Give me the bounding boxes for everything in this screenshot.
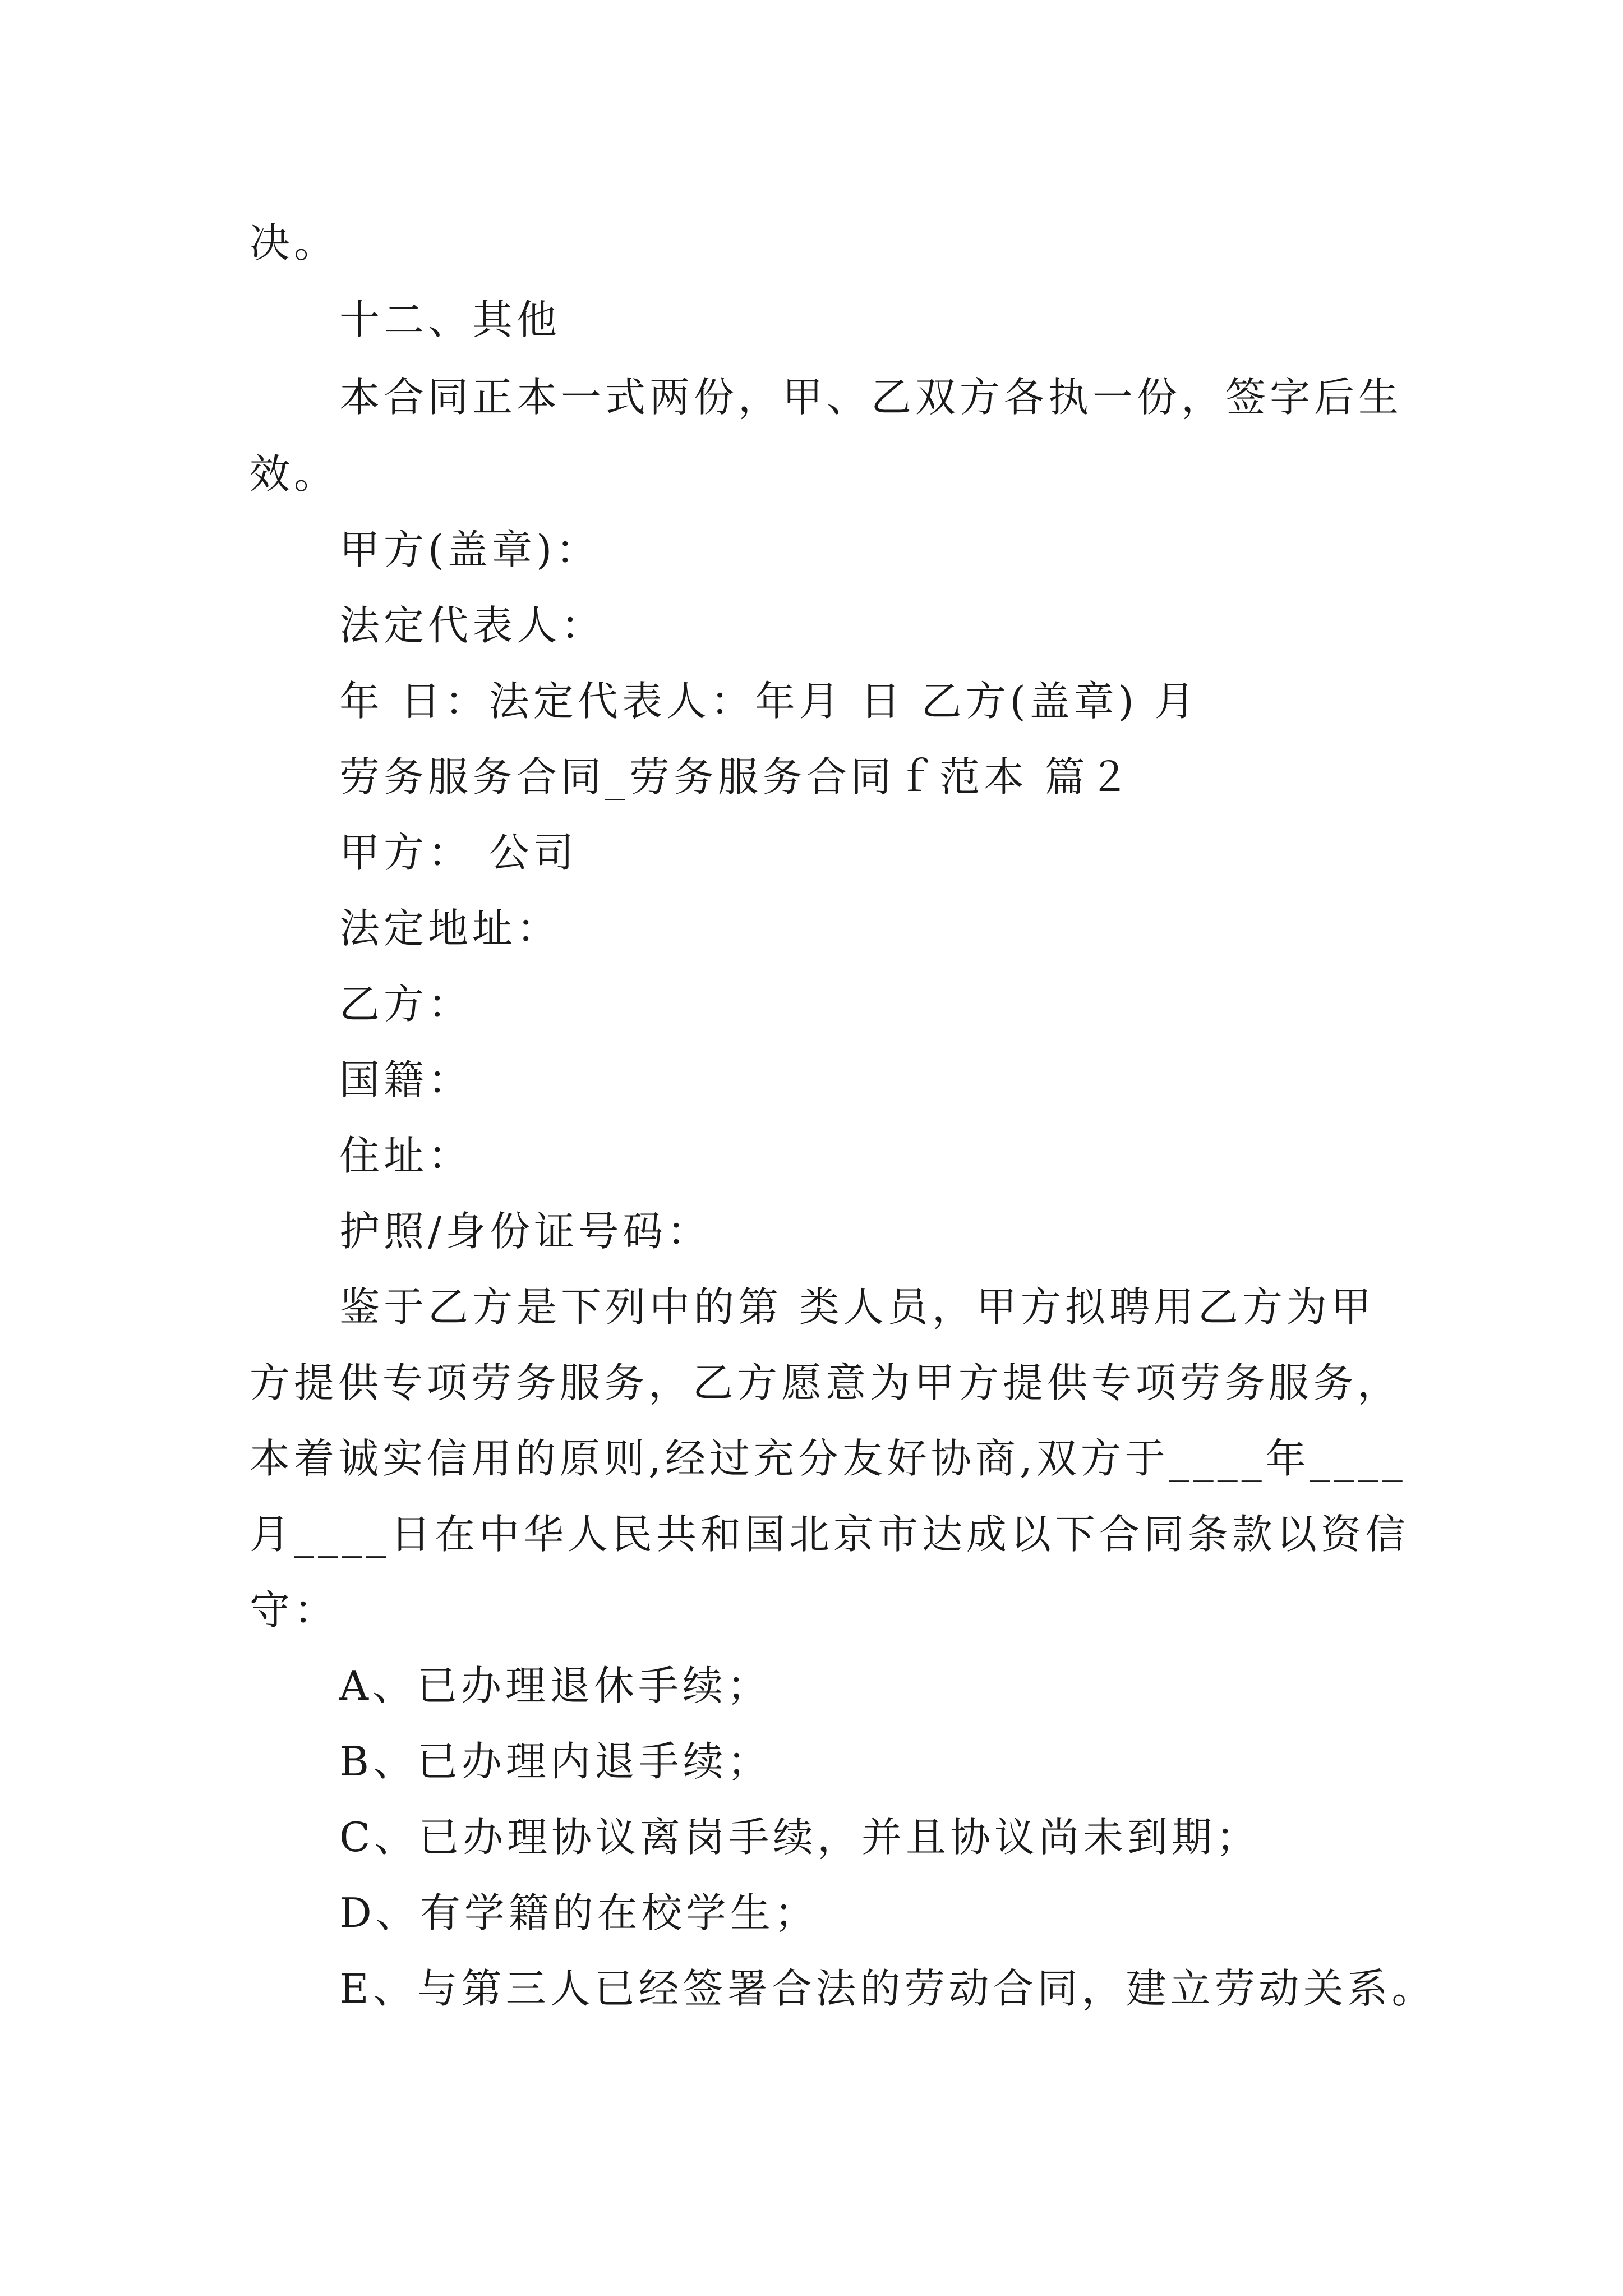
signature-line: 法定代表人： — [339, 602, 606, 649]
field-line: 法定地址： — [339, 905, 561, 952]
list-item: A、已办理退休手续； — [339, 1662, 771, 1709]
list-item: B、已办理内退手续； — [339, 1738, 772, 1785]
paragraph-line: 本合同正本一式两份，甲、乙双方各执一份，签字后生 — [339, 374, 1403, 421]
text-line: 决。 — [250, 219, 339, 266]
paragraph-line: 本着诚实信用的原则,经过充分友好协商,双方于____年____ — [250, 1435, 1407, 1482]
list-item: D、有学籍的在校学生； — [339, 1889, 819, 1936]
paragraph-line: 方提供专项劳务服务，乙方愿意为甲方提供专项劳务服务， — [250, 1359, 1402, 1406]
signature-line: 年 日：法定代表人：年月 日 乙方(盖章) 月 — [339, 678, 1199, 725]
paragraph-line: 效。 — [250, 450, 339, 498]
document-title: 劳务服务合同_劳务服务合同ｆ范本 篇２ — [339, 753, 1133, 800]
field-line: 甲方： 公司 — [339, 829, 578, 876]
paragraph-line: 月____日在中华人民共和国北京市达成以下合同条款以资信 — [250, 1511, 1410, 1558]
signature-line: 甲方(盖章)： — [339, 526, 601, 573]
list-item: C、已办理协议离岗手续，并且协议尚未到期； — [339, 1814, 1261, 1861]
section-heading: 十二、其他 — [339, 296, 561, 343]
field-line: 国籍： — [339, 1056, 473, 1103]
paragraph-line: 守： — [250, 1586, 339, 1634]
field-line: 住址： — [339, 1132, 473, 1179]
list-item: E、与第三人已经签署合法的劳动合同，建立劳动关系。 — [339, 1965, 1436, 2012]
field-line: 护照/身份证号码： — [339, 1208, 712, 1255]
paragraph-line: 鉴于乙方是下列中的第 类人员，甲方拟聘用乙方为甲 — [339, 1283, 1375, 1331]
field-line: 乙方： — [339, 981, 473, 1028]
